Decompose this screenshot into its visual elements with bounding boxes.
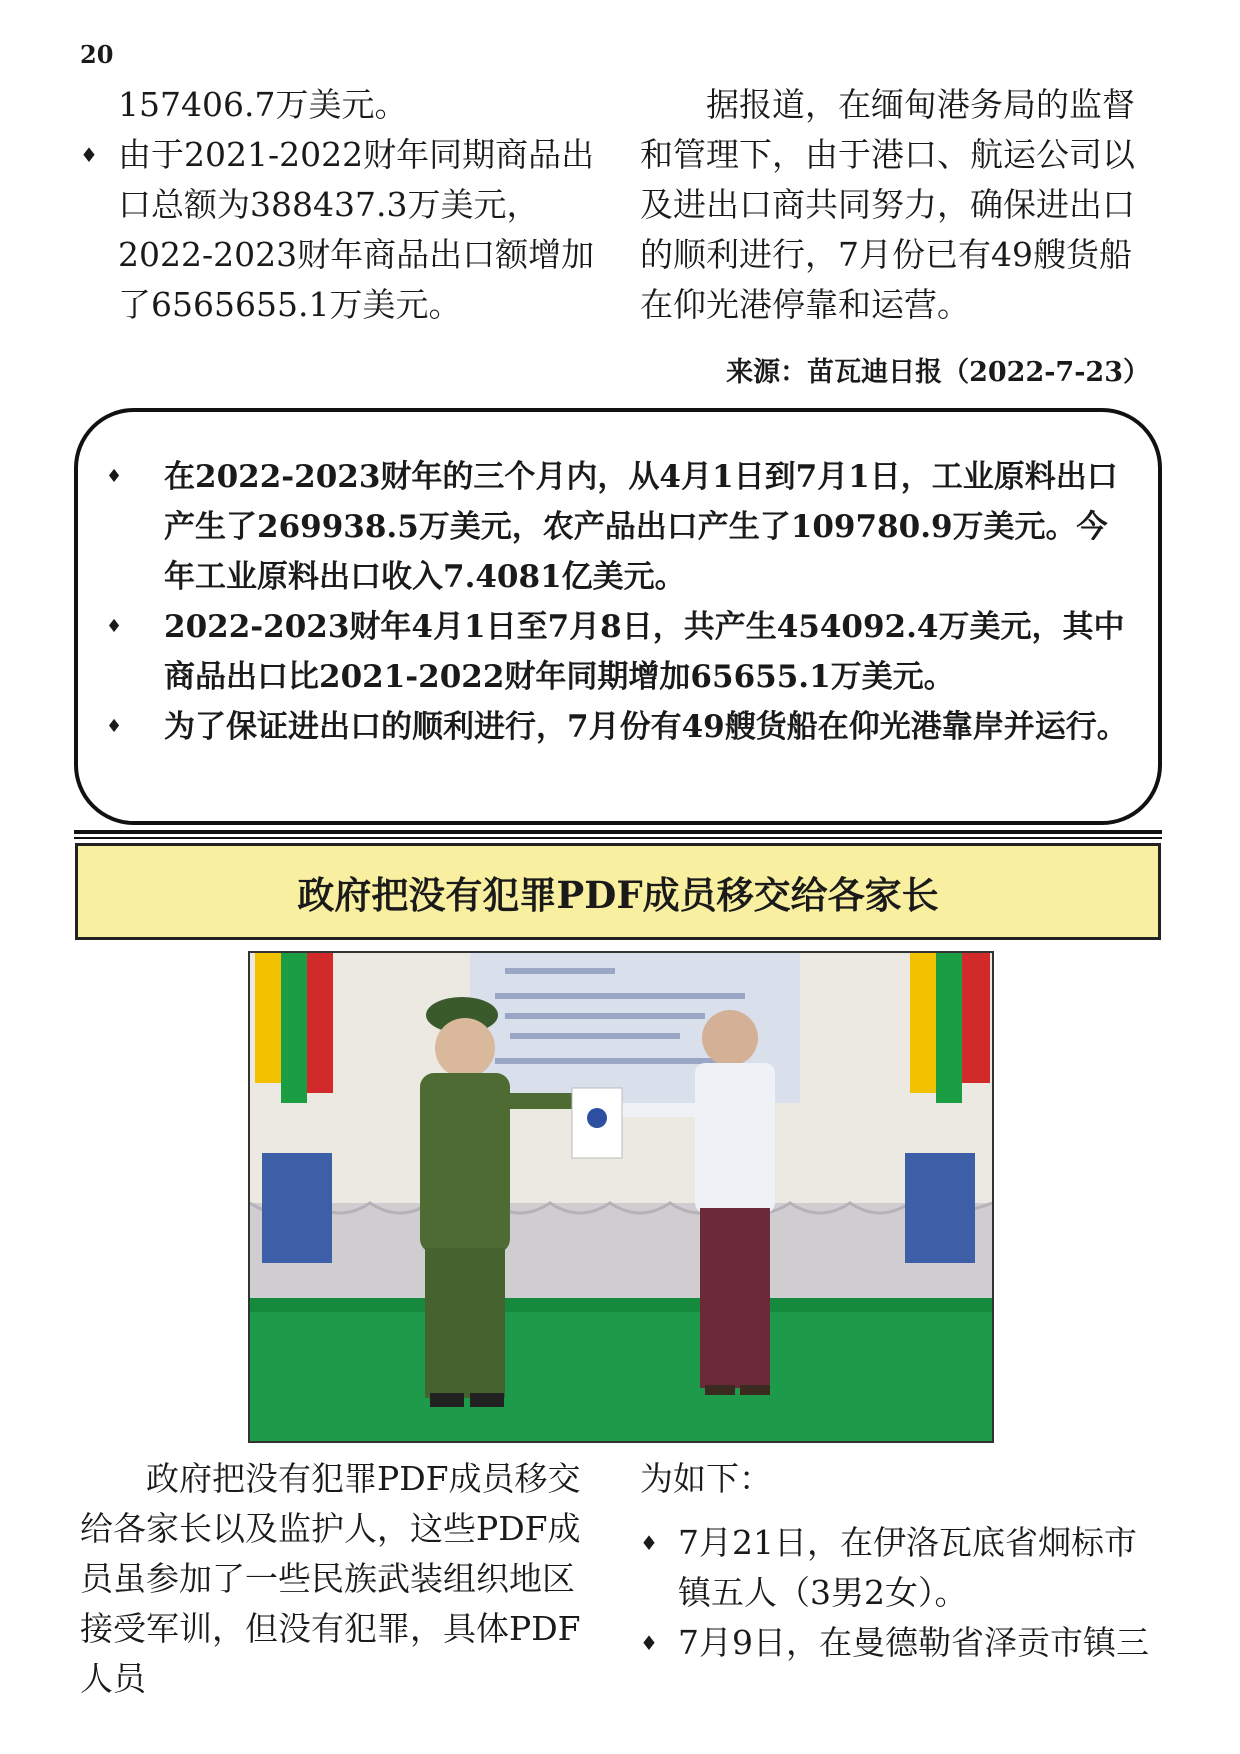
summary-item: ♦ 2022-2023财年4月1日至7月8日，共产生454092.4万美元，其中商品出口比2021-2022财年同期增加65655.1万美元。 [106, 602, 1128, 702]
summary-item: ♦ 在2022-2023财年的三个月内，从4月1日到7月1日，工业原料出口产生了269938.5万美元，农产品出口产生了109780.9万美元。今年工业原料出口收入7.4081亿美元。 [106, 452, 1128, 602]
handover-illustration [250, 953, 992, 1441]
handover-photo [248, 951, 994, 1443]
page-number: 20 [80, 40, 114, 69]
article-right-intro: 为如下： [640, 1459, 772, 1498]
top-right-column [640, 80, 1160, 330]
bottom-left-column [80, 1454, 600, 1704]
article-headline: 政府把没有犯罪PDF成员移交给各家长 [75, 843, 1161, 940]
article-intro: 政府把没有犯罪PDF成员移交给各家长以及监护人，这些PDF成员虽参加了一些民族武装组织地区接受军训，但没有犯罪，具体PDF人员 [80, 1459, 581, 1698]
bottom-right-column [640, 1454, 1160, 1668]
continued-line: 157406.7万美元。 [118, 85, 408, 124]
article-bullet: ♦ 7月21日，在伊洛瓦底省炯标市镇五人（3男2女）。 [640, 1518, 1160, 1618]
source-line: 来源：苗瓦迪日报（2022-7-23） [726, 357, 1150, 388]
summary-item: ♦ 为了保证进出口的顺利进行，7月份有49艘货船在仰光港靠岸并运行。 [106, 702, 1128, 752]
divider-rule [74, 830, 1162, 834]
top-left-column [80, 80, 600, 330]
divider-rule [74, 837, 1162, 839]
port-paragraph: 据报道，在缅甸港务局的监督和管理下，由于港口、航运公司以及进出口商共同努力，确保进出口的顺利进行，7月份已有49艘货船在仰光港停靠和运营。 [640, 85, 1135, 324]
export-bullet: ♦ 由于2021-2022财年同期商品出口总额为388437.3万美元，2022-2023财年商品出口额增加了6565655.1万美元。 [80, 130, 600, 330]
article-bullet: ♦ 7月9日，在曼德勒省泽贡市镇三 [640, 1618, 1160, 1668]
summary-box [74, 408, 1162, 825]
